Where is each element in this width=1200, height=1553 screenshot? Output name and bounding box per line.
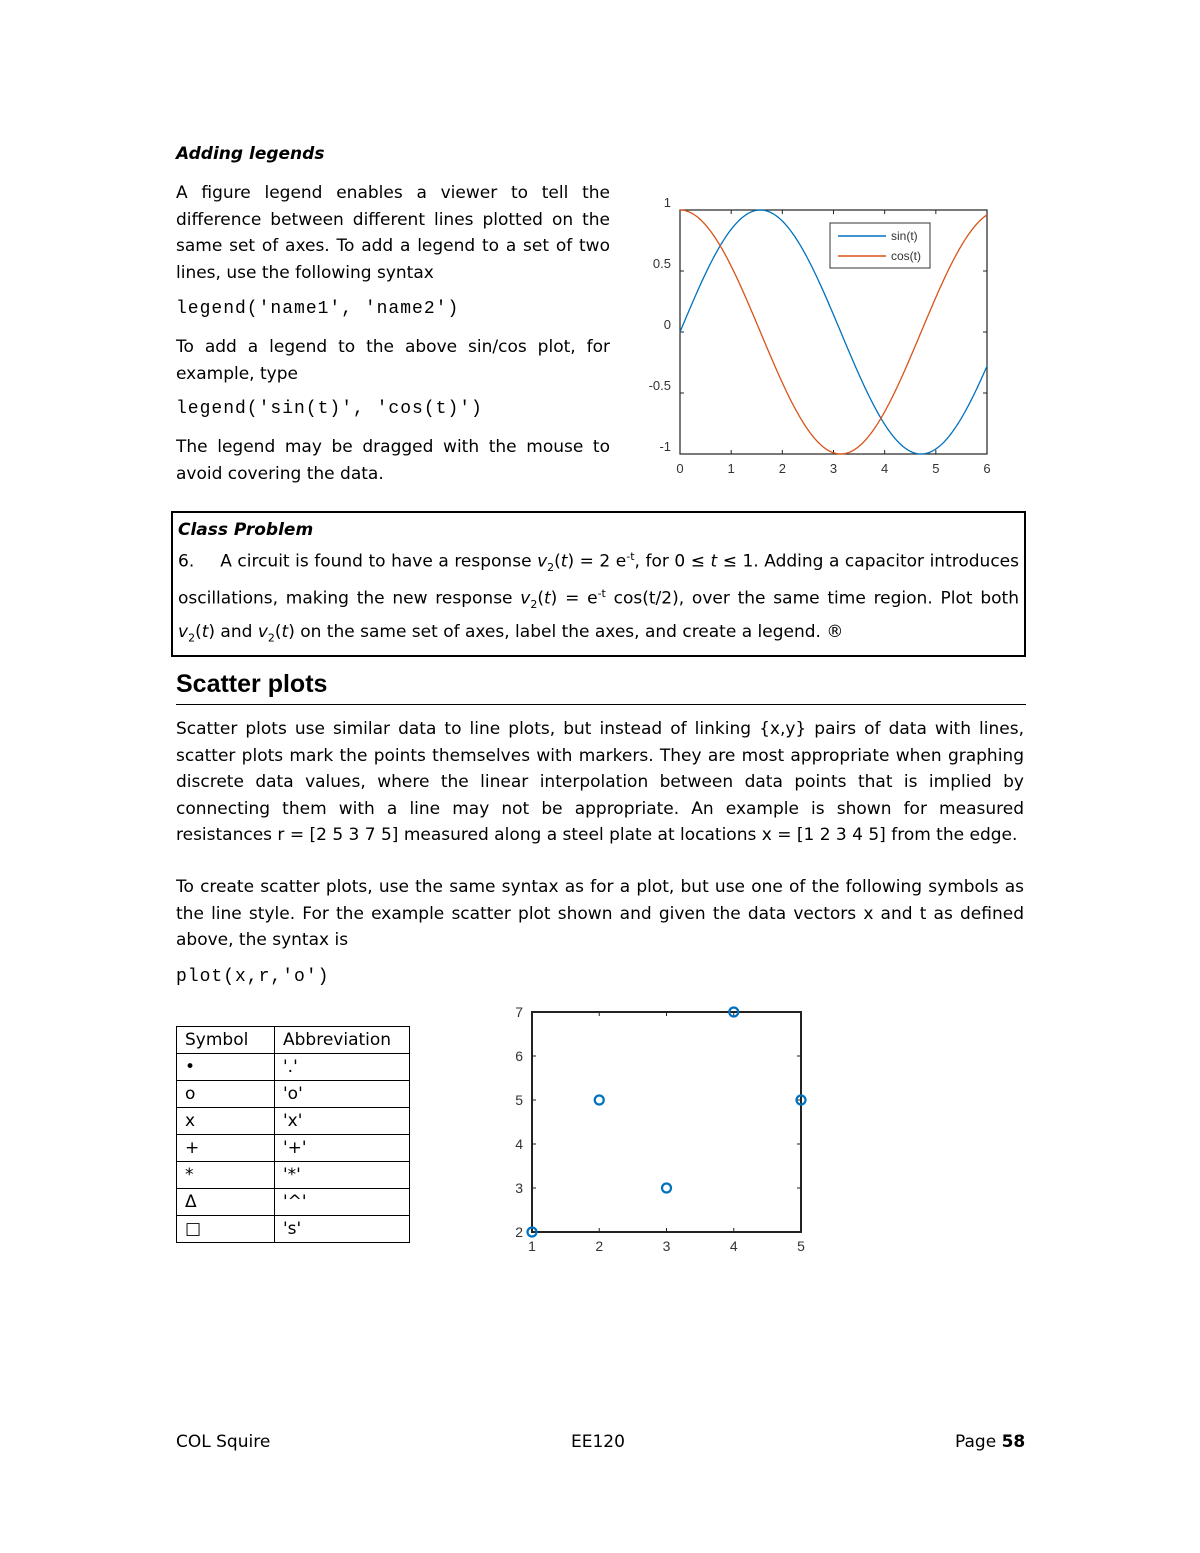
sin-cos-line-chart: [620, 195, 1020, 490]
scatter-paragraph-2: To create scatter plots, use the same syntax as for a plot, but use one of the following symbols as the line style. For the example scatter plot shown and given the data vectors x and t as defined above, the syntax is: [176, 877, 1024, 950]
footer-page: Page 58: [955, 1432, 1026, 1452]
scatter-syntax-code: plot(x,r,'o'): [176, 967, 330, 987]
header-symbol: Symbol: [177, 1027, 275, 1054]
problem-number: 6.: [178, 551, 195, 572]
chart-legend: [830, 223, 930, 268]
y-tick-label: 1: [663, 195, 671, 210]
legend-example-code: legend('sin(t)', 'cos(t)'): [176, 399, 483, 419]
table-row: + '+': [177, 1135, 410, 1162]
y-tick-label: 4: [515, 1136, 523, 1152]
x-tick-label: 4: [729, 1238, 738, 1254]
x-tick-label: 5: [932, 461, 940, 476]
class-problem-box: [171, 511, 1026, 657]
plot-area: [532, 1012, 801, 1232]
y-tick-label: 2: [515, 1224, 523, 1240]
y-tick-label: -0.5: [648, 378, 671, 393]
section-heading-adding-legends: Adding legends: [176, 144, 325, 164]
y-tick-label: 3: [515, 1180, 523, 1196]
table-header-row: [177, 1027, 410, 1054]
y-tick-label: 0: [663, 317, 671, 332]
footer-author: COL Squire: [176, 1432, 271, 1452]
y-tick-label: 7: [515, 1004, 523, 1020]
legends-paragraph-2: To add a legend to the above sin/cos plot, for example, type: [176, 337, 610, 384]
legend-label-cos: cos(t): [891, 249, 921, 263]
y-tick-label: 5: [515, 1092, 523, 1108]
table-row: * '*': [177, 1162, 410, 1189]
scatter-paragraph-1: Scatter plots use similar data to line plots, but instead of linking {x,y} pairs of data with lines, scatter plots mark the points themselves with markers. They are most appropriate when graphing discrete data values, where the linear interpolation between data points that is implied by connecting them with a line may not be appropriate. An example is shown for measured resistances r = [2 5 3 7 5] measured along a steel plate at locations x = [1 2 3 4 5] from the edge.: [176, 719, 1024, 845]
y-tick-label: 6: [515, 1048, 523, 1064]
x-tick-label: 2: [778, 461, 786, 476]
class-problem-title: Class Problem: [178, 520, 314, 540]
x-tick-label: 3: [662, 1238, 671, 1254]
registered-symbol-icon: ®: [826, 621, 844, 642]
y-tick-label: -1: [659, 439, 671, 454]
x-tick-label: 2: [595, 1238, 604, 1254]
table-row: • '.': [177, 1054, 410, 1081]
scatter-chart: [500, 1000, 820, 1270]
x-tick-label: 6: [983, 461, 991, 476]
y-tick-label: 0.5: [652, 256, 671, 271]
class-problem-text: 6. A circuit is found to have a response $v_2(t) = 2$ $e^{-t}$, for 0 ≤ t ≤ 1. Adding a capacitor introduces oscillations, making the new response $v_2(t) = e^{-t}$ cos(t/2), over the same time region. Plot both $v_2(t)$ and $v_2(t)$ on the same set of axes, label the axes, and create a legend. ®: [178, 549, 1019, 644]
x-tick-label: 0: [676, 461, 684, 476]
x-tick-label: 1: [528, 1238, 536, 1254]
symbol-table: [176, 1026, 410, 1243]
legends-paragraph-1: A figure legend enables a viewer to tell the difference between different lines plotted on the same set of axes. To add a legend to a set of two lines, use the following syntax: [176, 183, 610, 283]
legends-paragraph-3: The legend may be dragged with the mouse to avoid covering the data.: [176, 437, 610, 484]
table-row: □ 's': [177, 1216, 410, 1243]
x-tick-label: 4: [881, 461, 889, 476]
footer-course: EE120: [571, 1432, 625, 1452]
legend-syntax-code: legend('name1', 'name2'): [176, 299, 460, 319]
table-row: x 'x': [177, 1108, 410, 1135]
section-heading-scatter-plots: Scatter plots: [176, 670, 1026, 705]
legend-label-sin: sin(t): [891, 229, 918, 243]
x-tick-label: 3: [829, 461, 838, 476]
x-tick-label: 1: [727, 461, 735, 476]
table-row: Δ '^': [177, 1189, 410, 1216]
table-row: o 'o': [177, 1081, 410, 1108]
x-tick-label: 5: [797, 1238, 805, 1254]
header-abbreviation: Abbreviation: [275, 1027, 410, 1054]
